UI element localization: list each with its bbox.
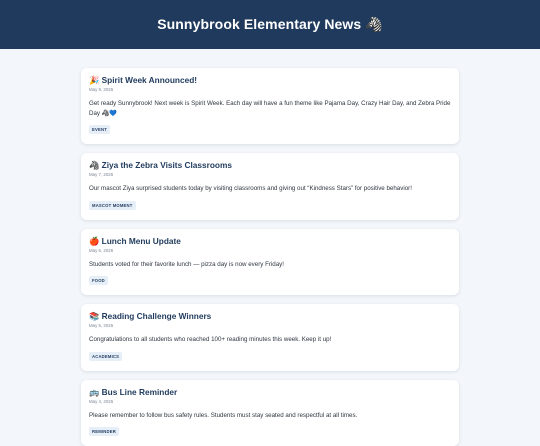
- card-date: May 7, 2026: [89, 172, 451, 177]
- category-tag: REMINDER: [89, 427, 119, 436]
- page-title: Sunnybrook Elementary News 🦓: [157, 16, 383, 33]
- card-date: May 9, 2026: [89, 87, 451, 92]
- card-title: 🎉 Spirit Week Announced!: [89, 75, 451, 86]
- category-tag: MASCOT MOMENT: [89, 201, 136, 210]
- card-body: Congratulations to all students who reached 100+ reading minutes this week. Keep it up!: [89, 335, 451, 345]
- category-tag: FOOD: [89, 276, 108, 285]
- category-tag: EVENT: [89, 125, 110, 134]
- card-body: Get ready Sunnybrook! Next week is Spirit Week. Each day will have a fun theme like Pajama Day, Crazy Hair Day, and Zebra Pride Day 🦓💙: [89, 99, 451, 118]
- card-title: 🚌 Bus Line Reminder: [89, 387, 451, 398]
- news-card[interactable]: [81, 153, 459, 220]
- card-date: May 5, 2026: [89, 323, 451, 328]
- news-card[interactable]: [81, 380, 459, 446]
- card-body: Students voted for their favorite lunch — pizza day is now every Friday!: [89, 260, 451, 270]
- card-date: May 6, 2026: [89, 248, 451, 253]
- news-card[interactable]: [81, 229, 459, 296]
- card-title: 🍎 Lunch Menu Update: [89, 236, 451, 247]
- page-header: [0, 0, 540, 49]
- card-body: Please remember to follow bus safety rules. Students must stay seated and respectful at all times.: [89, 411, 451, 421]
- category-tag: ACADEMICS: [89, 352, 122, 361]
- card-date: May 4, 2026: [89, 399, 451, 404]
- news-card[interactable]: [81, 68, 459, 144]
- card-body: Our mascot Ziya surprised students today by visiting classrooms and giving out “Kindness Stars” for positive behavior!: [89, 184, 451, 194]
- card-title: 📚 Reading Challenge Winners: [89, 311, 451, 322]
- news-feed: [0, 49, 540, 446]
- card-title: 🦓 Ziya the Zebra Visits Classrooms: [89, 160, 451, 171]
- news-card[interactable]: [81, 304, 459, 371]
